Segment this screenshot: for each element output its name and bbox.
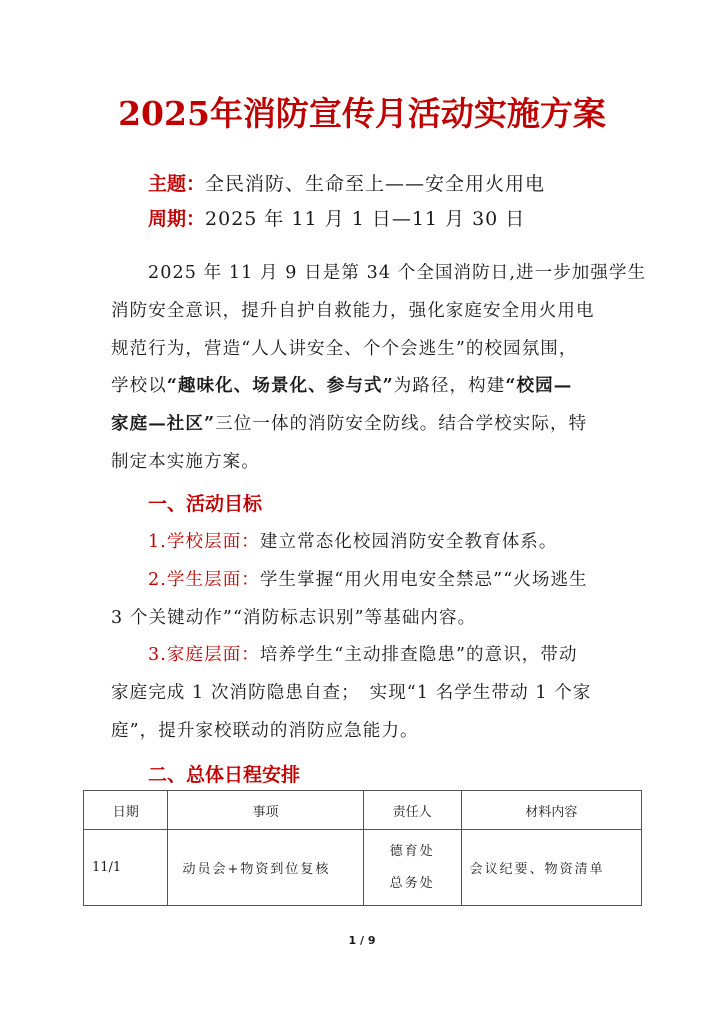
cell-date: 11/1 — [84, 830, 168, 906]
text-span: 制定本实施方案。 — [111, 452, 260, 472]
header-date: 日期 — [84, 791, 168, 830]
theme-label: 主题： — [148, 173, 206, 195]
text-span: 三位一体的消防安全防线。结合学校实际，特 — [215, 414, 588, 434]
section-heading-schedule: 二、总体日程安排 — [148, 764, 301, 786]
header-materials: 材料内容 — [461, 791, 641, 830]
goal-line — [111, 718, 419, 744]
document-title: 2025年消防宣传月活动实施方案 — [118, 94, 606, 133]
owner-1: 德育处 — [389, 843, 435, 859]
schedule-table — [83, 790, 642, 906]
intro-line — [111, 411, 587, 437]
intro-line — [148, 260, 646, 286]
goal-line — [148, 529, 558, 555]
emphasis-text: “趣味化、场景化、参与式” — [166, 376, 394, 396]
intro-line — [111, 298, 595, 324]
header-owner: 责任人 — [363, 791, 461, 830]
goal-line — [111, 680, 592, 706]
period-line — [148, 205, 525, 233]
text-span: 为路径，构建 — [393, 376, 506, 396]
goal-label: 2.学生层面： — [148, 570, 260, 590]
period-value: 2025 年 11 月 1 日—11 月 30 日 — [205, 208, 526, 230]
goal-line — [111, 605, 476, 631]
goal-label: 1.学校层面： — [148, 532, 260, 552]
cell-item: 动员会+物资到位复核 — [168, 830, 363, 906]
theme-line — [148, 170, 545, 198]
emphasis-text: “校园— — [505, 376, 573, 396]
intro-line — [111, 336, 578, 362]
goal-label: 3.家庭层面： — [148, 645, 260, 665]
text-span: 规范行为，营造“人人讲安全、个个会逃生”的校园氛围， — [111, 339, 578, 359]
text-span: 2025 年 11 月 9 日是第 34 个全国消防日,进一步加强学生 — [148, 263, 647, 283]
theme-value: 全民消防、生命至上——安全用火用电 — [205, 173, 546, 195]
header-item: 事项 — [168, 791, 363, 830]
cell-materials: 会议纪要、物资清单 — [461, 830, 641, 906]
owner-2: 总务处 — [389, 875, 435, 891]
table-header-row — [84, 791, 642, 830]
goal-line — [148, 567, 588, 593]
intro-line — [111, 373, 572, 399]
text-span: 学校以 — [111, 376, 167, 396]
page-indicator: 1 / 9 — [348, 934, 376, 947]
section-heading-goals: 一、活动目标 — [148, 493, 263, 515]
goal-text: 培养学生“主动排查隐患”的意识，带动 — [259, 645, 578, 665]
text-span: 消防安全意识，提升自护自救能力，强化家庭安全用火用电 — [111, 301, 595, 321]
goal-text: 3 个关键动作”“消防标志识别”等基础内容。 — [111, 608, 477, 628]
goal-text: 建立常态化校园消防安全教育体系。 — [259, 532, 558, 552]
goal-text: 家庭完成 1 次消防隐患自查； 实现“1 名学生带动 1 个家 — [111, 683, 592, 703]
goal-text: 庭”，提升家校联动的消防应急能力。 — [111, 721, 419, 741]
intro-line — [111, 449, 260, 475]
emphasis-text: 家庭—社区” — [111, 414, 216, 434]
goal-text: 学生掌握“用火用电安全禁忌”“火场逃生 — [259, 570, 588, 590]
goal-line — [148, 642, 578, 668]
period-label: 周期： — [148, 208, 206, 230]
table-row — [84, 830, 642, 906]
cell-owner — [363, 830, 461, 906]
